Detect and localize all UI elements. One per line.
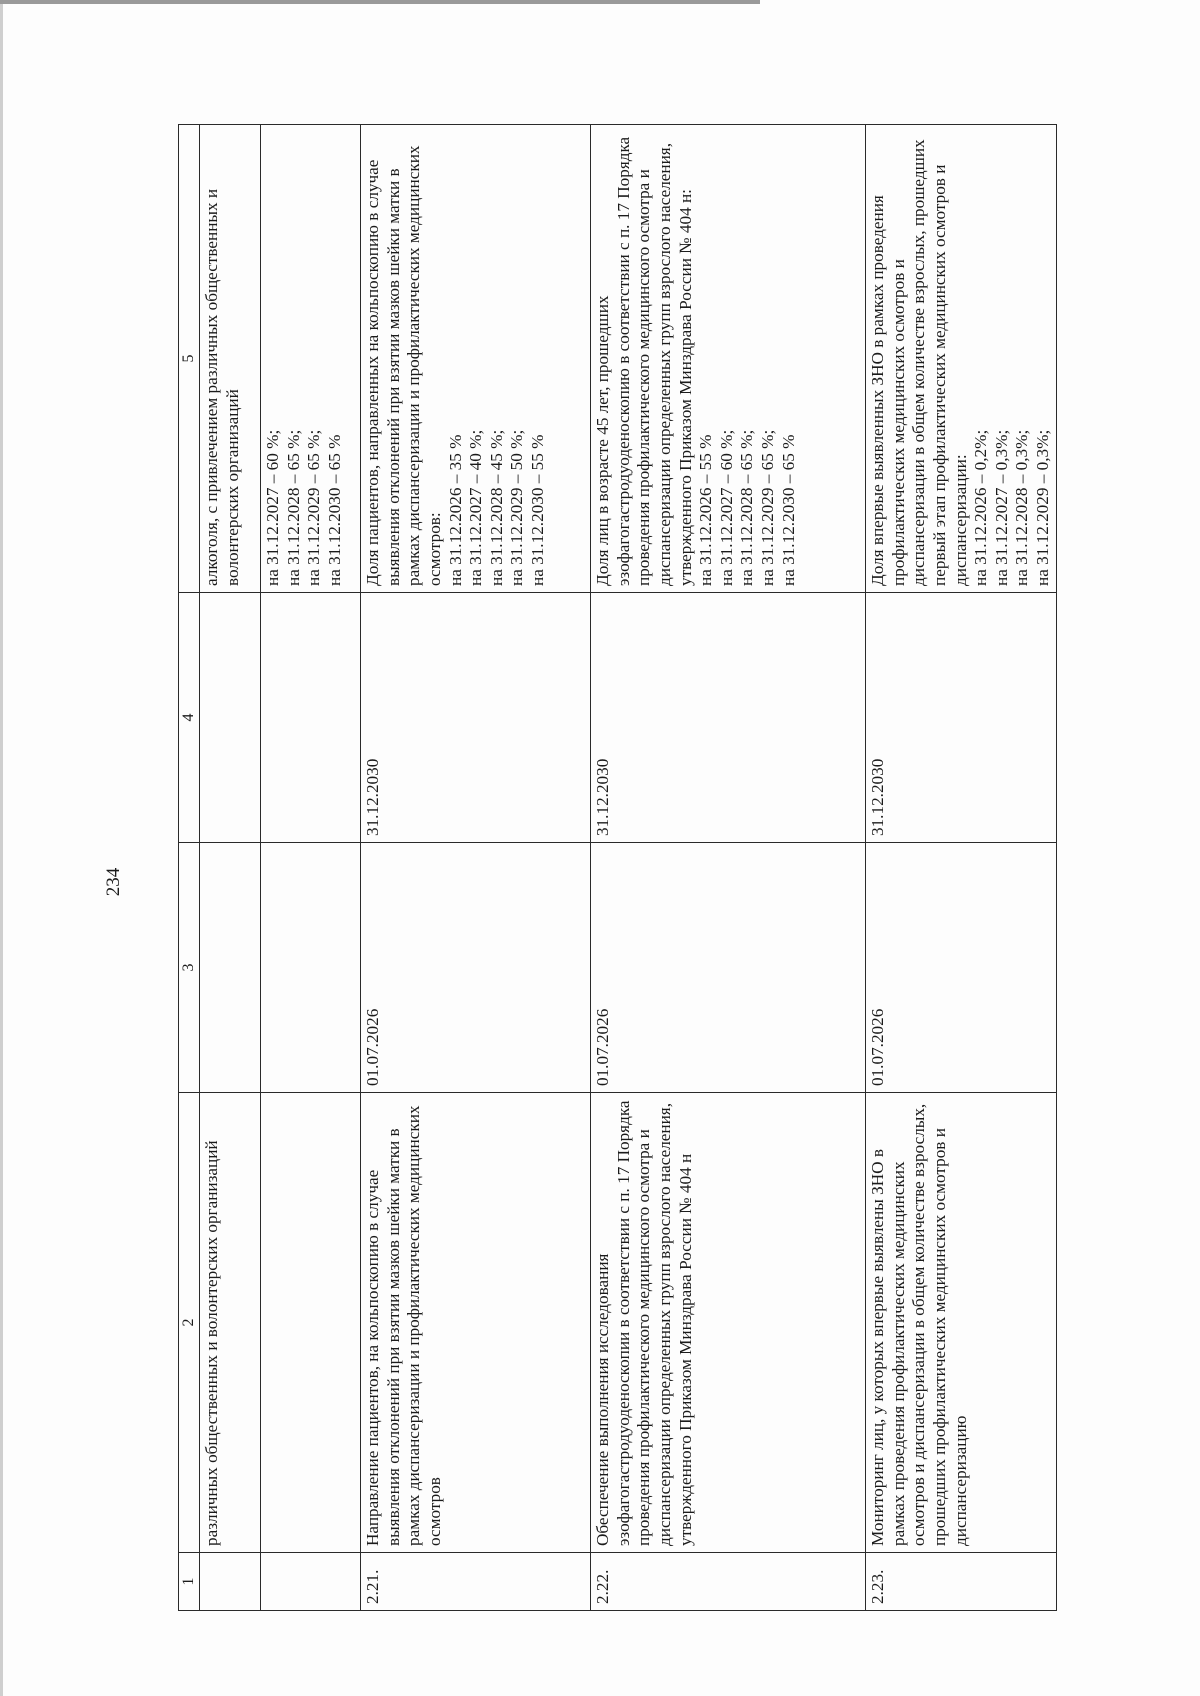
row-start-date: 01.07.2026: [361, 843, 591, 1093]
row-end-date: 31.12.2030: [591, 593, 866, 843]
continuation-targets: [261, 125, 361, 593]
target-line: на 31.12.2027 – 40 %;: [466, 429, 486, 586]
target-line: на 31.12.2029 – 50 %;: [507, 429, 527, 586]
target-line: на 31.12.2027 – 0,3%;: [991, 429, 1011, 586]
target-line: на 31.12.2026 – 0,2%;: [971, 429, 991, 586]
table-row: [591, 125, 866, 1611]
row-start-date: 01.07.2026: [866, 843, 1057, 1093]
row-end-date: 31.12.2030: [361, 593, 591, 843]
row-indicator: [591, 125, 866, 593]
target-line: на 31.12.2030 – 65 %: [324, 434, 344, 586]
scan-artifact: [0, 0, 760, 4]
scan-edge: [0, 0, 3, 1696]
indicator-text: Доля впервые выявленных ЗНО в рамках проведения профилактических медицинских осмотров и диспансеризации в общем количестве взрослых, прошедших первый этап профилактических медицинских осмотров и диспансеризации:: [868, 139, 970, 586]
target-line: на 31.12.2028 – 65 %;: [283, 429, 303, 586]
header-col-4: 4: [179, 593, 200, 843]
row-end-date: 31.12.2030: [866, 593, 1057, 843]
target-line: на 31.12.2030 – 65 %: [778, 434, 798, 586]
indicator-text: Доля пациентов, направленных на кольпоскопию в случае выявления отклонений при взятии мазков шейки матки в рамках диспансеризации и профилактических медицинских осмотров:: [363, 145, 444, 586]
header-col-3: 3: [179, 843, 200, 1093]
continuation-measure: различных общественных и волонтерских организаций: [200, 1093, 261, 1553]
target-line: на 31.12.2030 – 55 %: [528, 434, 548, 586]
target-line: на 31.12.2028 – 0,3%;: [1012, 429, 1032, 586]
table-row: [361, 125, 591, 1611]
row-indicator: [361, 125, 591, 593]
indicator-text: Доля лиц в возрасте 45 лет, прошедших эзофагогастродуоденоскопию в соответствии с п. 17 Порядка проведения профилактического медицинского осмотра и диспансеризации определенных групп взрослого населения, утвержденного Приказом Минздрава России № 404 н:: [593, 136, 695, 586]
header-col-1: 1: [179, 1553, 200, 1611]
plan-table: [178, 124, 1057, 1611]
row-number: 2.22.: [591, 1553, 866, 1611]
target-line: на 31.12.2029 – 0,3%;: [1033, 429, 1053, 586]
target-line: на 31.12.2027 – 60 %;: [263, 429, 282, 586]
plan-table-rotated: [178, 125, 1053, 1611]
target-line: на 31.12.2029 – 65 %;: [758, 429, 778, 586]
target-line: на 31.12.2027 – 60 %;: [716, 429, 736, 586]
target-line: на 31.12.2026 – 55 %: [696, 434, 716, 586]
row-start-date: 01.07.2026: [591, 843, 866, 1093]
target-line: на 31.12.2026 – 35 %: [445, 434, 465, 586]
target-line: на 31.12.2028 – 65 %;: [737, 429, 757, 586]
header-col-5: 5: [179, 125, 200, 593]
page-number: 234: [103, 867, 124, 897]
row-number: 2.21.: [361, 1553, 591, 1611]
row-measure: Направление пациентов, на кольпоскопию в случае выявления отклонений при взятии мазков шейки матки в рамках диспансеризации и профилактических медицинских осмотров: [361, 1093, 591, 1553]
header-row: [179, 125, 200, 1611]
row-measure: Мониторинг лиц, у которых впервые выявлены ЗНО в рамках проведения профилактических медицинских осмотров и диспансеризации в общем количестве взрослых, прошедших профилактических медицинских осмотров и диспансеризацию: [866, 1093, 1057, 1553]
row-number: 2.23.: [866, 1553, 1057, 1611]
row-indicator: [866, 125, 1057, 593]
continuation-row: [200, 125, 261, 1611]
target-line: на 31.12.2029 – 65 %;: [304, 429, 324, 586]
row-measure: Обеспечение выполнения исследования эзофагогастродуоденоскопии в соответствии с п. 17 Порядка проведения профилактического медицинского осмотра и диспансеризации определенных групп взрослого населения, утвержденного Приказом Минздрава России № 404 н: [591, 1093, 866, 1553]
target-line: на 31.12.2028 – 45 %;: [486, 429, 506, 586]
table-row: [866, 125, 1057, 1611]
continuation-targets-row: [261, 125, 361, 1611]
header-col-2: 2: [179, 1093, 200, 1553]
continuation-indicator: алкоголя, с привлечением различных общественных и волонтерских организаций: [200, 125, 261, 593]
